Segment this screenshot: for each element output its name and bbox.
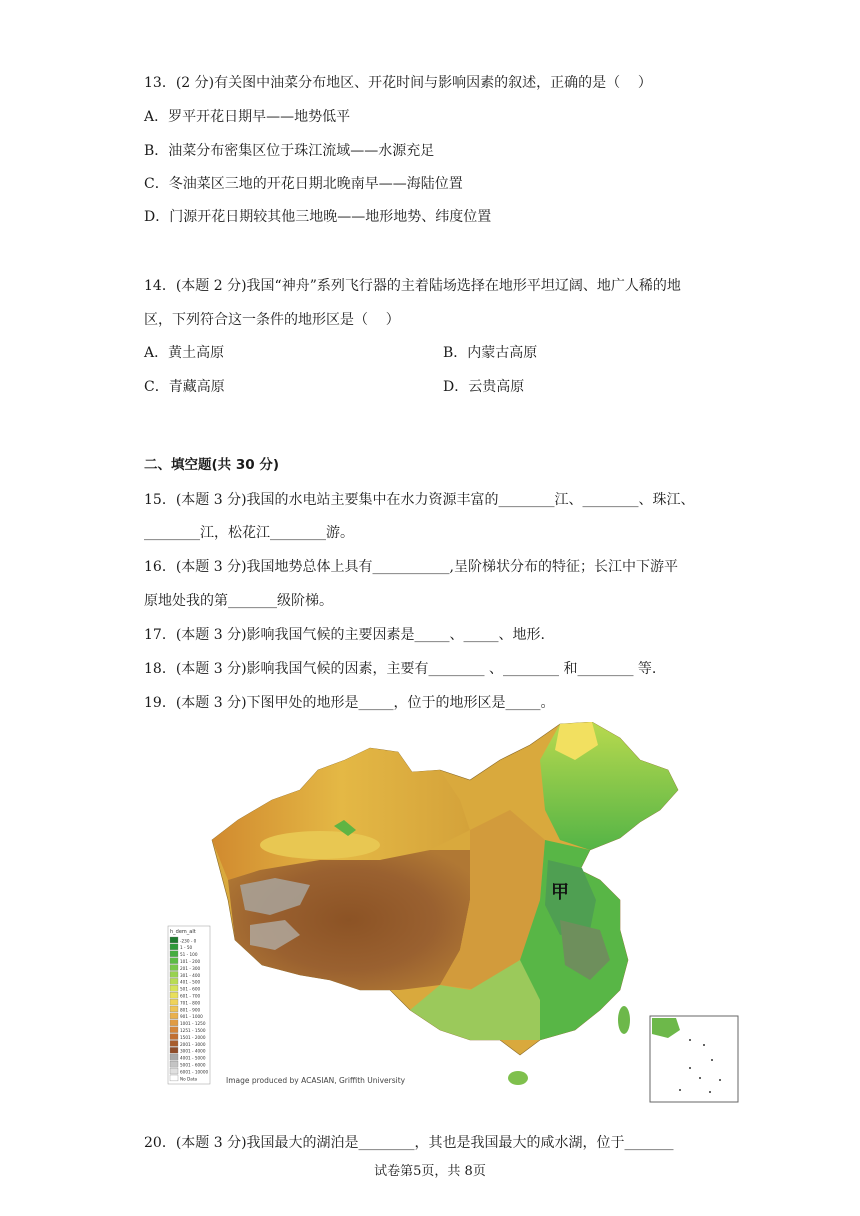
legend-label: 401 - 500 (180, 979, 201, 985)
legend-swatch (170, 1013, 178, 1019)
q13-stem: 13．(2 分)有关图中油菜分布地区、开花时间与影响因素的叙述，正确的是（ ） (144, 75, 652, 91)
q14-option-c: C．青藏高原 (144, 379, 225, 395)
legend-label: 201 - 300 (180, 965, 201, 971)
legend-label: 701 - 800 (180, 1000, 201, 1006)
q14-option-d: D．云贵高原 (443, 379, 525, 395)
legend-swatch (170, 1020, 178, 1026)
legend-swatch (170, 951, 178, 957)
legend-swatch (170, 1061, 178, 1067)
legend-label: 1001 - 1250 (180, 1021, 206, 1027)
hainan-island (508, 1071, 528, 1085)
legend-label: 5001 - 6000 (180, 1062, 206, 1068)
legend-swatch (170, 1034, 178, 1040)
tarim-basin (260, 831, 380, 859)
legend-label: 1 - 50 (180, 945, 193, 951)
legend-label: 101 - 200 (180, 959, 201, 964)
legend-swatch (170, 992, 178, 998)
q16-line2: 原地处我的第_______级阶梯。 (144, 593, 333, 609)
q15-line2: ________江，松花江________游。 (144, 525, 354, 541)
marker-jia: 甲 (551, 882, 569, 903)
q17-text: 17．(本题 3 分)影响我国气候的主要因素是_____、_____、地形. (144, 627, 545, 643)
legend-swatch (170, 944, 178, 950)
legend-label: 51 - 100 (180, 952, 198, 958)
q14-option-b: B．内蒙古高原 (443, 345, 538, 361)
legend-swatch (170, 1054, 178, 1060)
q20-text: 20．(本题 3 分)我国最大的湖泊是________，其也是我国最大的咸水湖，位于_______ (144, 1135, 674, 1151)
q13-option-c: C．冬油菜区三地的开花日期北晚南早——海陆位置 (144, 176, 463, 192)
legend-label: 6001 - 10000 (180, 1069, 209, 1075)
legend-label: 1251 - 1500 (180, 1028, 206, 1033)
legend-swatch (170, 1027, 178, 1033)
legend-swatch (170, 958, 178, 964)
legend-swatch (170, 985, 178, 991)
tibetan-plateau (228, 850, 470, 990)
legend-swatch (170, 1006, 178, 1012)
section-title: 二、填空题(共 30 分) (144, 457, 280, 473)
legend-label: 3001 - 4000 (180, 1048, 206, 1054)
legend-swatch (170, 1041, 178, 1047)
taiwan-island (618, 1006, 630, 1034)
q14-stem-line2: 区，下列符合这一条件的地形区是（ ） (144, 312, 400, 328)
legend-swatch (170, 1075, 178, 1081)
legend-label: 801 - 900 (180, 1007, 201, 1013)
q16-line1: 16．(本题 3 分)我国地势总体上具有___________,呈阶梯状分布的特征；长江中下游平 (144, 559, 678, 575)
q13-option-d: D．门源开花日期较其他三地晚——地形地势、纬度位置 (144, 209, 492, 225)
legend-swatch (170, 1047, 178, 1053)
q15-line1: 15．(本题 3 分)我国的水电站主要集中在水力资源丰富的________江、________、珠江、 (144, 492, 695, 508)
q18-text: 18．(本题 3 分)影响我国气候的因素，主要有________ 、________ 和________ 等. (144, 661, 657, 677)
legend-swatch (170, 978, 178, 984)
legend-label: 601 - 700 (180, 993, 201, 999)
map-credit: Image produced by ACASIAN, Griffith University (226, 1076, 406, 1085)
legend-title: h_dem_alt (170, 929, 196, 935)
q13-option-a: A．罗平开花日期早——地势低平 (144, 109, 351, 125)
legend-label: 501 - 600 (180, 986, 201, 992)
q14-option-a: A．黄土高原 (144, 345, 225, 361)
q14-stem-line1: 14．(本题 2 分)我国“神舟”系列飞行器的主着陆场选择在地形平坦辽阔、地广人稀的地 (144, 278, 681, 294)
legend-swatch (170, 999, 178, 1005)
legend-swatch (170, 937, 178, 943)
legend-label: 301 - 400 (180, 972, 201, 978)
q13-option-b: B．油菜分布密集区位于珠江流域——水源充足 (144, 143, 435, 159)
legend-label: -230 - 0 (180, 938, 197, 944)
legend-label: No Data (180, 1076, 198, 1082)
legend-label: 2001 - 3000 (180, 1041, 206, 1047)
legend-label: 1501 - 2000 (180, 1034, 206, 1040)
legend-label: 901 - 1000 (180, 1014, 203, 1020)
legend-swatch (170, 965, 178, 971)
legend-swatch (170, 1068, 178, 1074)
legend-label: 4001 - 5000 (180, 1055, 206, 1061)
legend-swatch (170, 972, 178, 978)
page-footer: 试卷第5页，共 8页 (374, 1164, 486, 1179)
q19-text: 19．(本题 3 分)下图甲处的地形是_____，位于的地形区是_____。 (144, 695, 555, 711)
china-elevation-map (166, 722, 740, 1106)
